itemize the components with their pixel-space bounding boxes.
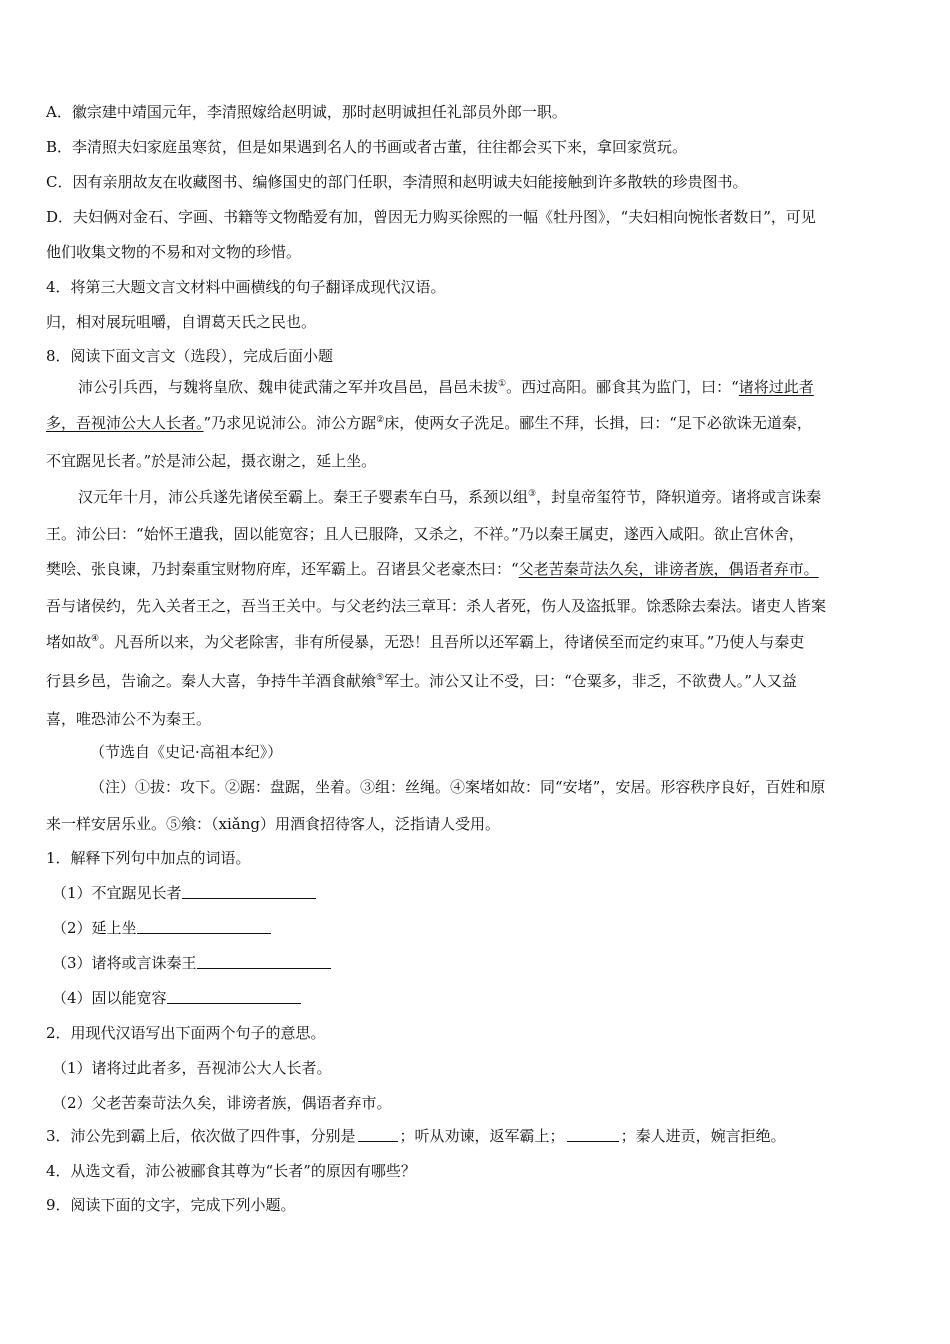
- sub-q1-question: 1．解释下列句中加点的词语。: [46, 849, 251, 867]
- passage-p2-line7: 喜，唯恐沛公不为秦王。: [46, 710, 212, 728]
- sub-q1-item-3: （3）诸将或言诛秦王: [52, 953, 914, 973]
- answer-blank[interactable]: [182, 883, 316, 899]
- sub-q2-item-2: （2）父老苦秦苛法久矣，诽谤者族，偶语者弃市。: [52, 1094, 392, 1112]
- footnote-mark: ③: [528, 489, 537, 499]
- passage-p2-line1: 汉元年十月，沛公兵遂先诸侯至霸上。秦王子婴素车白马，系颈以组③，封皇帝玺符节，降轵道旁。诸将或言诛秦: [78, 488, 822, 506]
- answer-blank[interactable]: [358, 1126, 398, 1142]
- q7-4-sentence: 归，相对展玩咀嚼，自谓葛天氏之民也。: [46, 313, 317, 331]
- footnote-mark: ①: [498, 379, 507, 389]
- underlined-sentence: 诸将过此者: [738, 378, 814, 396]
- footnote-mark: ⑤: [376, 673, 385, 683]
- passage-p2-line6: 行县乡邑，告谕之。秦人大喜，争持牛羊酒食献飨⑤军士。沛公又让不受，曰：“仓粟多，非乏，不欲费人。”人又益: [46, 672, 797, 690]
- passage-p1-line2: 多，吾视沛公大人长者。”乃求见说沛公。沛公方踞②床，使两女子洗足。郦生不拜，长揖，曰：“足下必欲诛无道秦，: [46, 414, 812, 432]
- passage-notes-cont: 来一样安居乐业。⑤飨：（xiǎng）用酒食招待客人，泛指请人受用。: [46, 815, 500, 833]
- sub-q4-question: 4．从选文看，沛公被郦食其尊为“长者”的原因有哪些？: [46, 1162, 416, 1180]
- passage-p2-line2: 王。沛公曰：“始怀王遣我，固以能宽容；且人已服降，又杀之，不祥。”乃以秦王属吏，遂西入咸阳。欲止宫休舍，: [46, 525, 804, 543]
- answer-blank[interactable]: [567, 1126, 619, 1142]
- underlined-sentence: 父老苦秦苛法久矣，诽谤者族，偶语者弃市。: [518, 560, 819, 578]
- q7-4-question: 4．将第三大题文言文材料中画横线的句子翻译成现代汉语。: [46, 278, 446, 296]
- q9-heading: 9．阅读下面的文字，完成下列小题。: [46, 1196, 296, 1214]
- q7-option-d-cont: 他们收集文物的不易和对文物的珍惜。: [46, 243, 302, 261]
- answer-blank[interactable]: [167, 988, 301, 1004]
- passage-p2-line4: 吾与诸侯约，先入关者王之，吾当王关中。与父老约法三章耳：杀人者死，伤人及盗抵罪。馀悉除去秦法。诸吏人皆案: [46, 597, 827, 615]
- passage-source: （节选自《史记·高祖本纪》）: [90, 743, 283, 761]
- passage-p1-line1: 沛公引兵西，与魏将皇欣、魏申徒武蒲之军并攻昌邑，昌邑未拔①。西过高阳。郦食其为监门，曰：“诸将过此者: [78, 378, 814, 396]
- q8-heading: 8．阅读下面文言文（选段），完成后面小题: [46, 347, 334, 365]
- passage-notes: （注）①拔：攻下。②踞：盘踞，坐着。③组：丝绳。④案堵如故：同“安堵”，安居。形容秩序良好，百姓和原: [90, 778, 826, 796]
- footnote-mark: ②: [376, 415, 385, 425]
- q7-option-d: D．夫妇俩对金石、字画、书籍等文物酷爱有加，曾因无力购买徐熙的一幅《牡丹图》，“夫妇相向惋怅者数日”，可见: [46, 208, 816, 226]
- passage-p2-line5: 堵如故④。凡吾所以来，为父老除害，非有所侵暴，无恐！且吾所以还军霸上，待诸侯至而定约束耳。”乃使人与秦吏: [46, 633, 805, 651]
- sub-q1-item-2: （2）延上坐: [52, 918, 914, 938]
- sub-q3-question: 3．沛公先到霸上后，依次做了四件事，分别是 ；听从劝谏，返军霸上； ；秦人进贡，婉言拒绝。: [46, 1127, 786, 1145]
- passage-p2-line3: 樊哙、张良谏，乃封秦重宝财物府库，还军霸上。召诸县父老豪杰曰：“父老苦秦苛法久矣，诽谤者族，偶语者弃市。: [46, 560, 819, 578]
- sub-q1-item-1: （1）不宜踞见长者: [52, 883, 914, 903]
- footnote-mark: ④: [91, 634, 100, 644]
- answer-blank[interactable]: [197, 953, 331, 969]
- q7-option-a: A．徽宗建中靖国元年，李清照嫁给赵明诚，那时赵明诚担任礼部员外郎一职。: [46, 103, 567, 121]
- underlined-sentence: 多，吾视沛公大人长者。: [46, 414, 204, 432]
- sub-q2-item-1: （1）诸将过此者多，吾视沛公大人长者。: [52, 1059, 332, 1077]
- answer-blank[interactable]: [137, 918, 271, 934]
- passage-p1-line3: 不宜踞见长者。”於是沛公起，摄衣谢之，延上坐。: [46, 452, 377, 470]
- sub-q2-question: 2．用现代汉语写出下面两个句子的意思。: [46, 1024, 326, 1042]
- q7-option-c: C．因有亲朋故友在收藏图书、编修国史的部门任职，李清照和赵明诚夫妇能接触到许多散轶的珍贵图书。: [46, 173, 748, 191]
- sub-q1-item-4: （4）固以能宽容: [52, 988, 914, 1008]
- q7-option-b: B．李清照夫妇家庭虽寒贫，但是如果遇到名人的书画或者古董，往往都会买下来，拿回家赏玩。: [46, 138, 688, 156]
